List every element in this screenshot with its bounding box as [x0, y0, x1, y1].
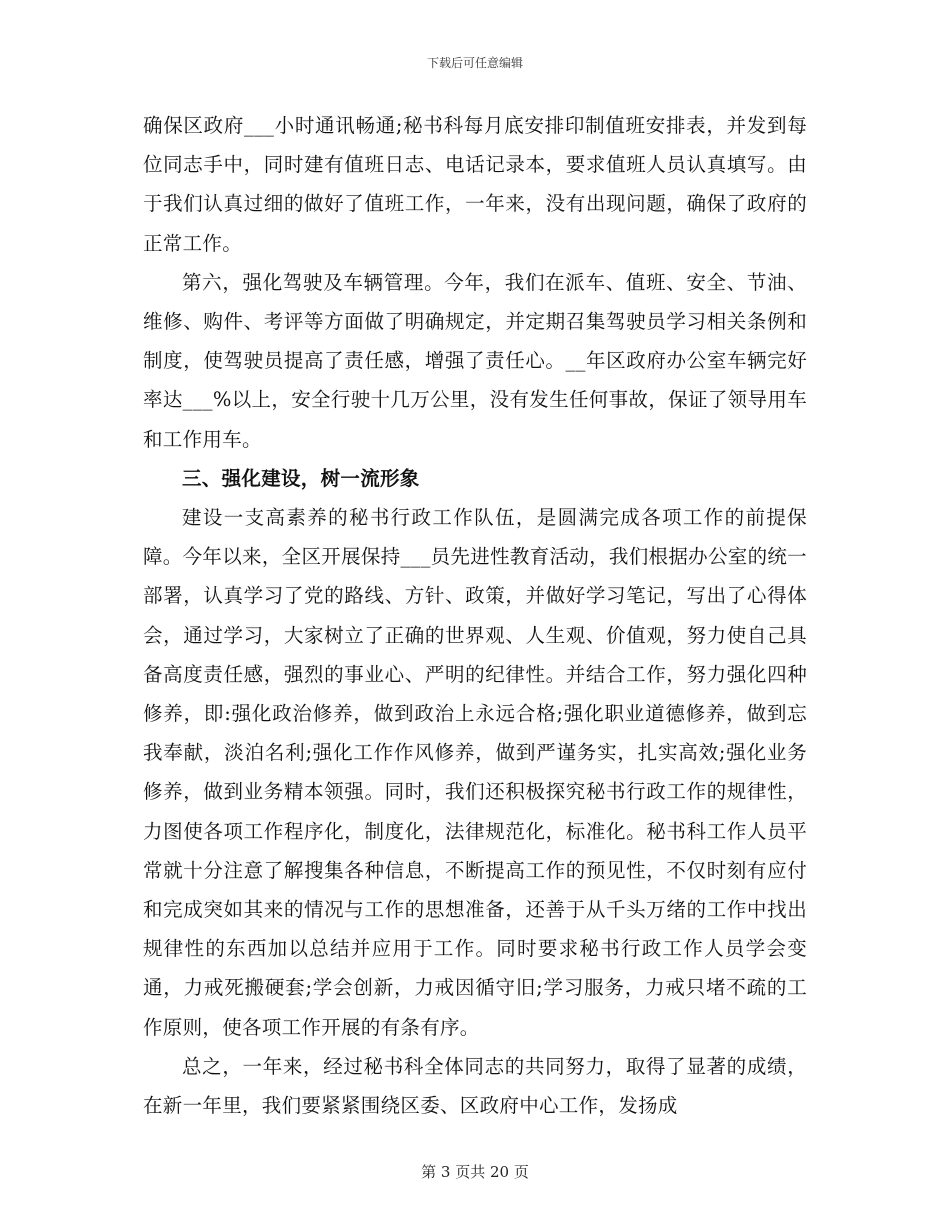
paragraph-vehicle-management: 第六，强化驾驶及车辆管理。今年，我们在派车、值班、安全、节油、维修、购件、考评等方面做了明确规定，并定期召集驾驶员学习相关条例和制度，使驾驶员提高了责任感，增强了责任心。__年区政府办公室车辆完好率达___%以上，安全行驶十几万公里，没有发生任何事故，保证了领导用车和工作用车。: [143, 270, 807, 451]
section-heading-three: 三、强化建设，树一流形象: [182, 466, 420, 490]
document-body: [143, 106, 807, 1125]
paragraph-duty-continued: 确保区政府___小时通讯畅通;秘书科每月底安排印制值班安排表，并发到每位同志手中，同时建有值班日志、电话记录本，要求值班人员认真填写。由于我们认真过细的做好了值班工作，一年来，没有出现问题，确保了政府的正常工作。: [143, 114, 807, 255]
paragraph-summary: 总之，一年来，经过秘书科全体同志的共同努力，取得了显著的成绩，在新一年里，我们要紧紧围绕区委、区政府中心工作，发扬成: [143, 1054, 807, 1118]
paragraph-team-building: 建设一支高素养的秘书行政工作队伍，是圆满完成各项工作的前提保障。今年以来，全区开展保持___员先进性教育活动，我们根据办公室的统一部署，认真学习了党的路线、方针、政策，并做好学习笔记，写出了心得体会，通过学习，大家树立了正确的世界观、人生观、价值观，努力使自己具备高度责任感，强烈的事业心、严明的纪律性。并结合工作，努力强化四种修养，即:强化政治修养，做到政治上永远合格;强化职业道德修养，做到忘我奉献，淡泊名利;强化工作作风修养，做到严谨务实，扎实高效;强化业务修养，做到业务精本领强。同时，我们还积极探究秘书行政工作的规律性，力图使各项工作程序化，制度化，法律规范化，标准化。秘书科工作人员平常就十分注意了解搜集各种信息，不断提高工作的预见性，不仅时刻有应付和完成突如其来的情况与工作的思想准备，还善于从千头万绪的工作中找出规律性的东西加以总结并应用于工作。同时要求秘书行政工作人员学会变通，力戒死搬硬套;学会创新，力戒因循守旧;学习服务，力戒只堵不疏的工作原则，使各项工作开展的有条有序。: [143, 506, 807, 1039]
page-number-footer: 第 3 页共 20 页: [421, 1163, 529, 1181]
page-header: 下载后可任意编辑: [426, 56, 523, 70]
